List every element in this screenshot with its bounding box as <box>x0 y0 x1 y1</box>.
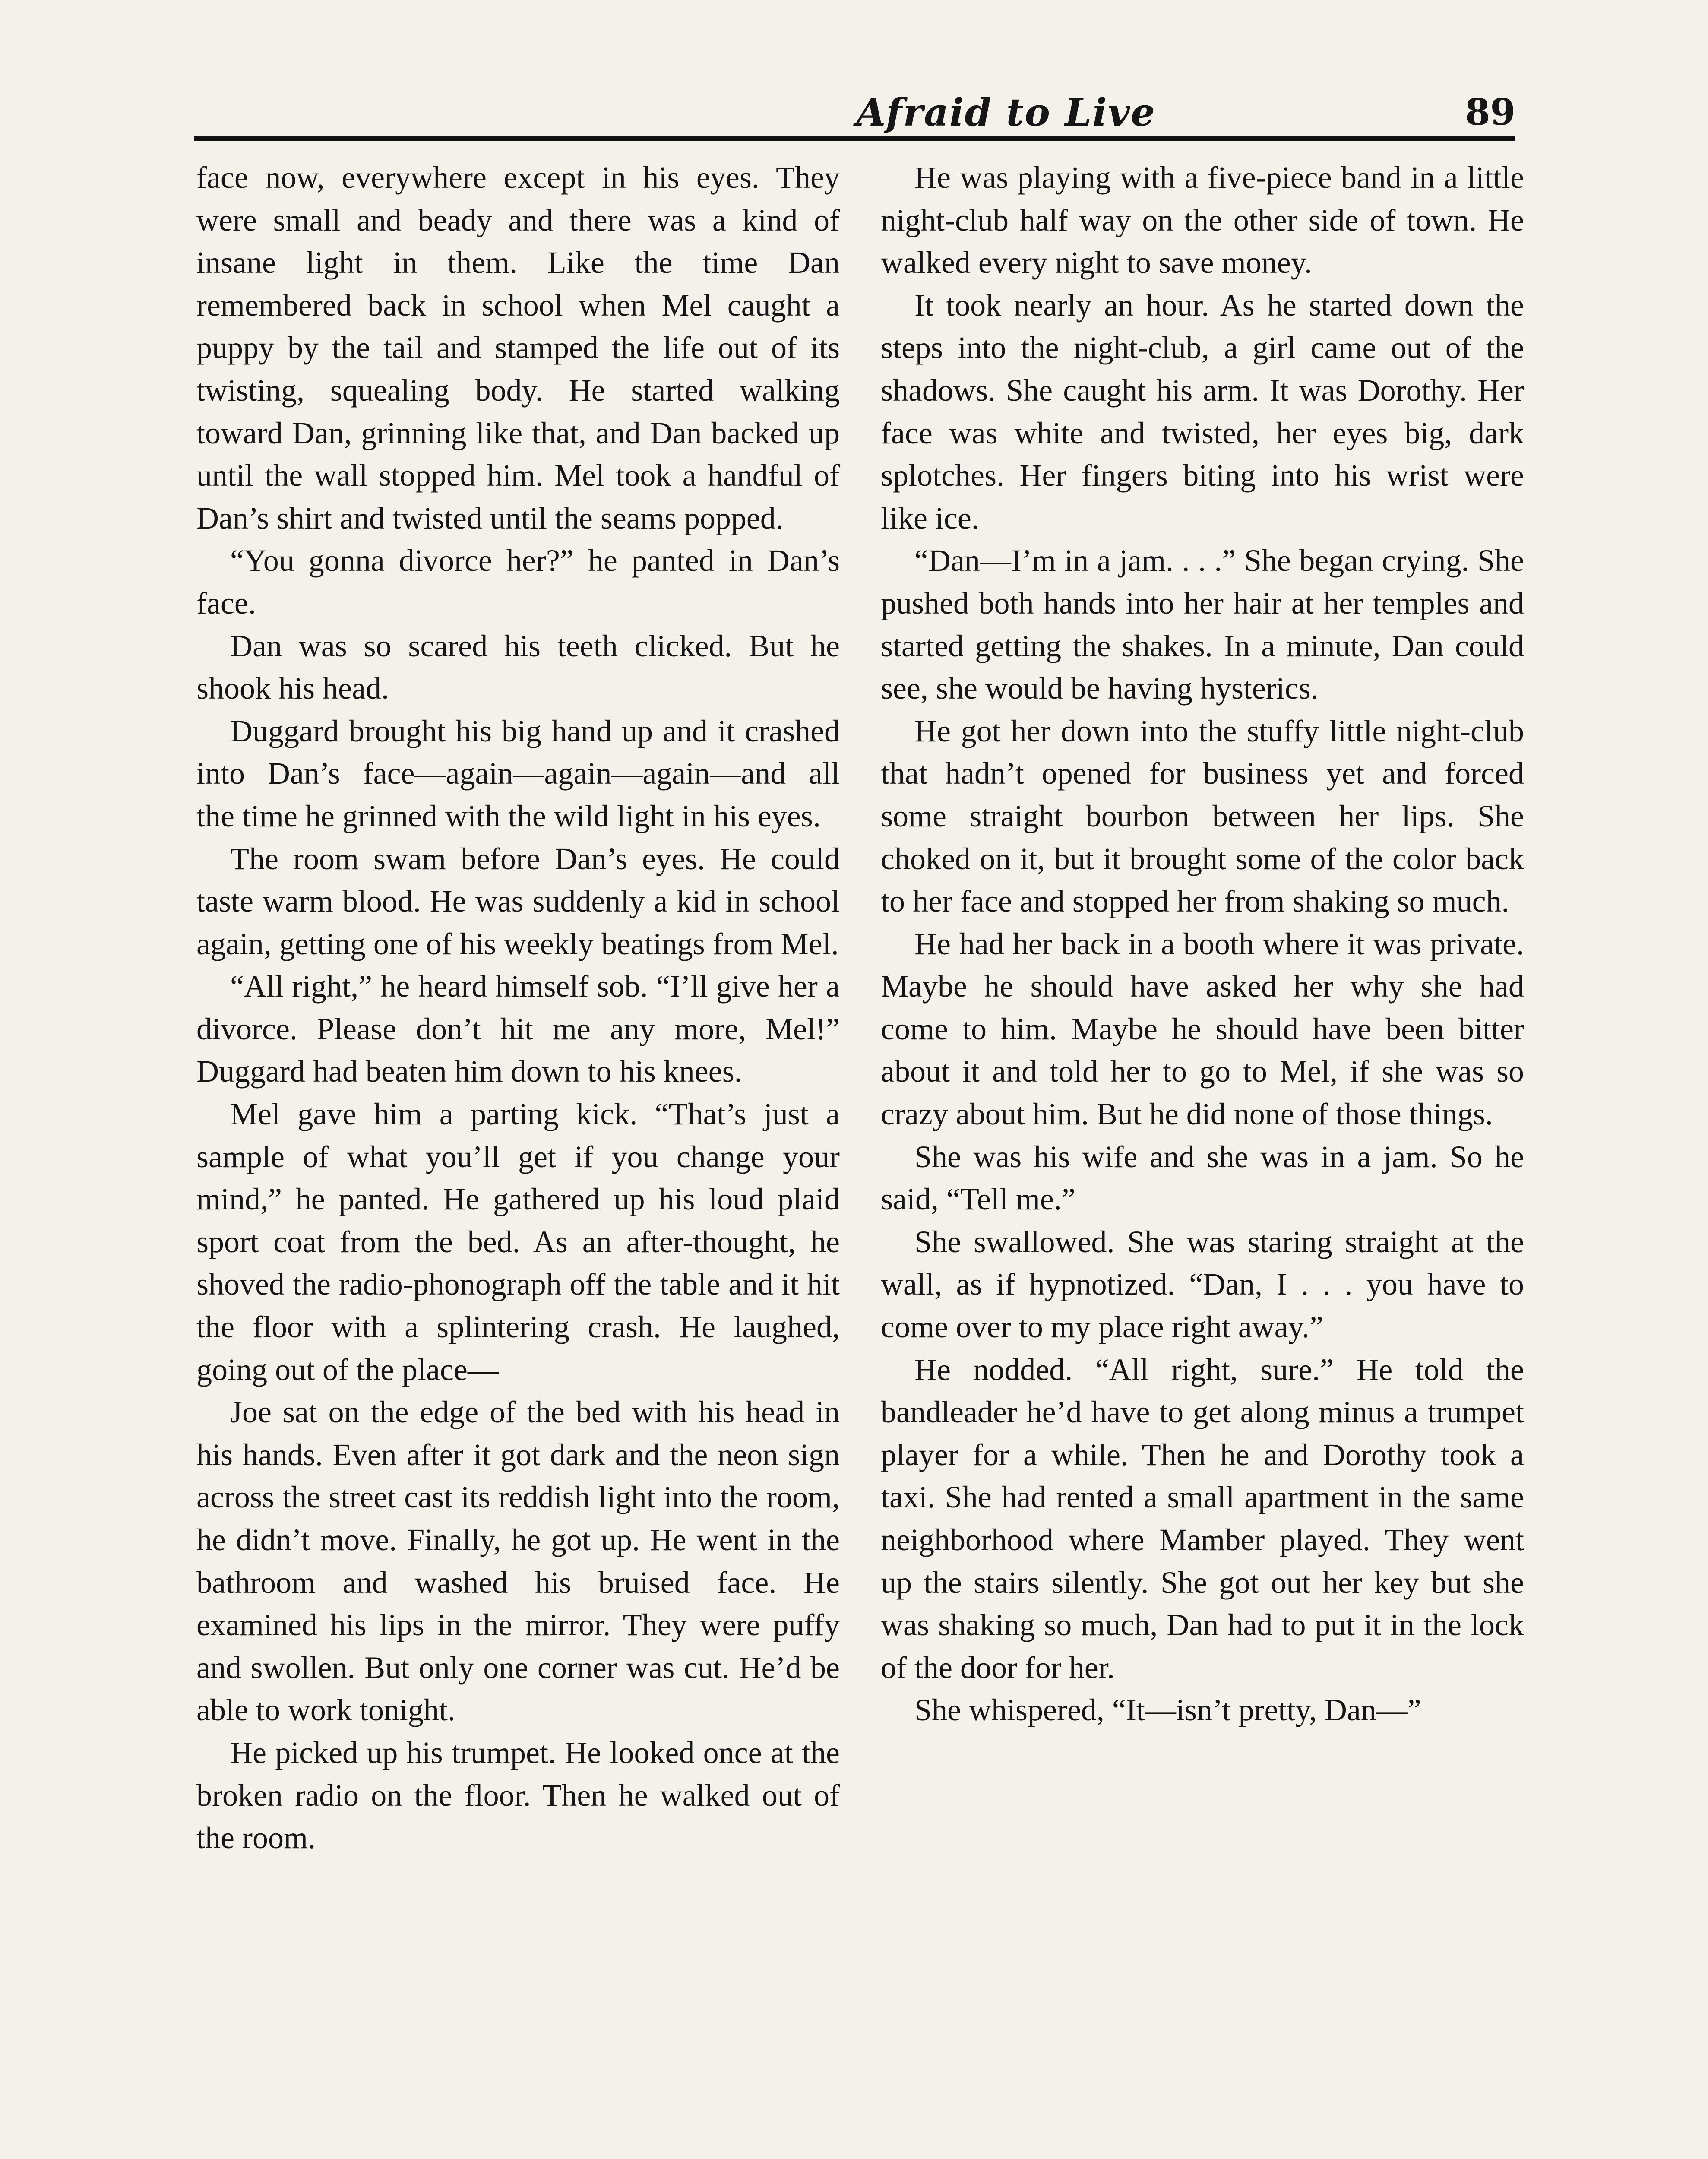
paragraph: The room swam before Dan’s eyes. He could taste warm blood. He was suddenly a kid in school again, getting one of his weekly beatings from Mel. <box>196 841 840 961</box>
paragraph: It took nearly an hour. As he started down the steps into the night-club, a girl came out of the shadows. She caught his arm. It was Dorothy. Her face was white and twisted, her eyes big, dark splotches. Her fingers biting into his wrist were like ice. <box>881 288 1524 535</box>
paragraph: “You gonna divorce her?” he panted in Dan’s face. <box>196 543 840 620</box>
paragraph: He nodded. “All right, sure.” He told the bandleader he’d have to get along minus a trumpet player for a while. Then he and Dorothy took a taxi. She had rented a small apartment in the same neighborhood where Mamber played. They went up the stairs silently. She got out her key but she was shaking so much, Dan had to put it in the lock of the door for her. <box>881 1352 1524 1685</box>
paragraph: He got her down into the stuffy little night-club that hadn’t opened for business yet and forced some straight bourbon between her lips. She choked on it, but it brought some of the color back to her face and stopped her from shaking so much. <box>881 713 1524 919</box>
paragraph: “Dan—I’m in a jam. . . .” She began crying. She pushed both hands into her hair at her temples and started getting the shakes. In a minute, Dan could see, she would be having hysterics. <box>881 543 1524 706</box>
paragraph: He picked up his trumpet. He looked once at the broken radio on the floor. Then he walked out of the room. <box>196 1735 840 1855</box>
right-column <box>881 156 1524 1732</box>
running-header <box>194 89 1515 141</box>
paragraph: He was playing with a five-piece band in a little night-club half way on the other side of town. He walked every night to save money. <box>881 160 1524 280</box>
paragraph: face now, everywhere except in his eyes. They were small and beady and there was a kind of insane light in them. Like the time Dan remembered back in school when Mel caught a puppy by the tail and stamped the life out of its twisting, squealing body. He started walking toward Dan, grinning like that, and Dan backed up until the wall stopped him. Mel took a handful of Dan’s shirt and twisted until the seams popped. <box>196 160 840 535</box>
paragraph: Dan was so scared his teeth clicked. But he shook his head. <box>196 628 840 706</box>
page-number: 89 <box>1465 91 1515 133</box>
paragraph: He had her back in a booth where it was private. Maybe he should have asked her why she had come to him. Maybe he should have been bitter about it and told her to go to Mel, if she was so crazy about him. But he did none of those things. <box>881 926 1524 1132</box>
paragraph: Duggard brought his big hand up and it crashed into Dan’s face—again—again—again—and all the time he grinned with the wild light in his eyes. <box>196 713 840 833</box>
paragraph: She was his wife and she was in a jam. So he said, “Tell me.” <box>881 1139 1524 1217</box>
left-column <box>196 156 840 1859</box>
paragraph: She swallowed. She was staring straight at the wall, as if hypnotized. “Dan, I . . . you have to come over to my place right away.” <box>881 1224 1524 1345</box>
paragraph: “All right,” he heard himself sob. “I’ll give her a divorce. Please don’t hit me any more, Mel!” Duggard had beaten him down to his knees. <box>196 969 840 1089</box>
paragraph: Joe sat on the edge of the bed with his head in his hands. Even after it got dark and the neon sign across the street cast its reddish light into the room, he didn’t move. Finally, he got up. He went in the bathroom and washed his bruised face. He examined his lips in the mirror. They were puffy and swollen. But only one corner was cut. He’d be able to work tonight. <box>196 1395 840 1728</box>
paragraph: She whispered, “It—isn’t pretty, Dan—” <box>914 1693 1421 1728</box>
running-title: Afraid to Live <box>856 90 1156 135</box>
paragraph: Mel gave him a parting kick. “That’s just a sample of what you’ll get if you change your mind,” he panted. He gathered up his loud plaid sport coat from the bed. As an after-thought, he shoved the radio-phonograph off the table and it hit the floor with a splintering crash. He laughed, going out of the place— <box>196 1097 840 1387</box>
